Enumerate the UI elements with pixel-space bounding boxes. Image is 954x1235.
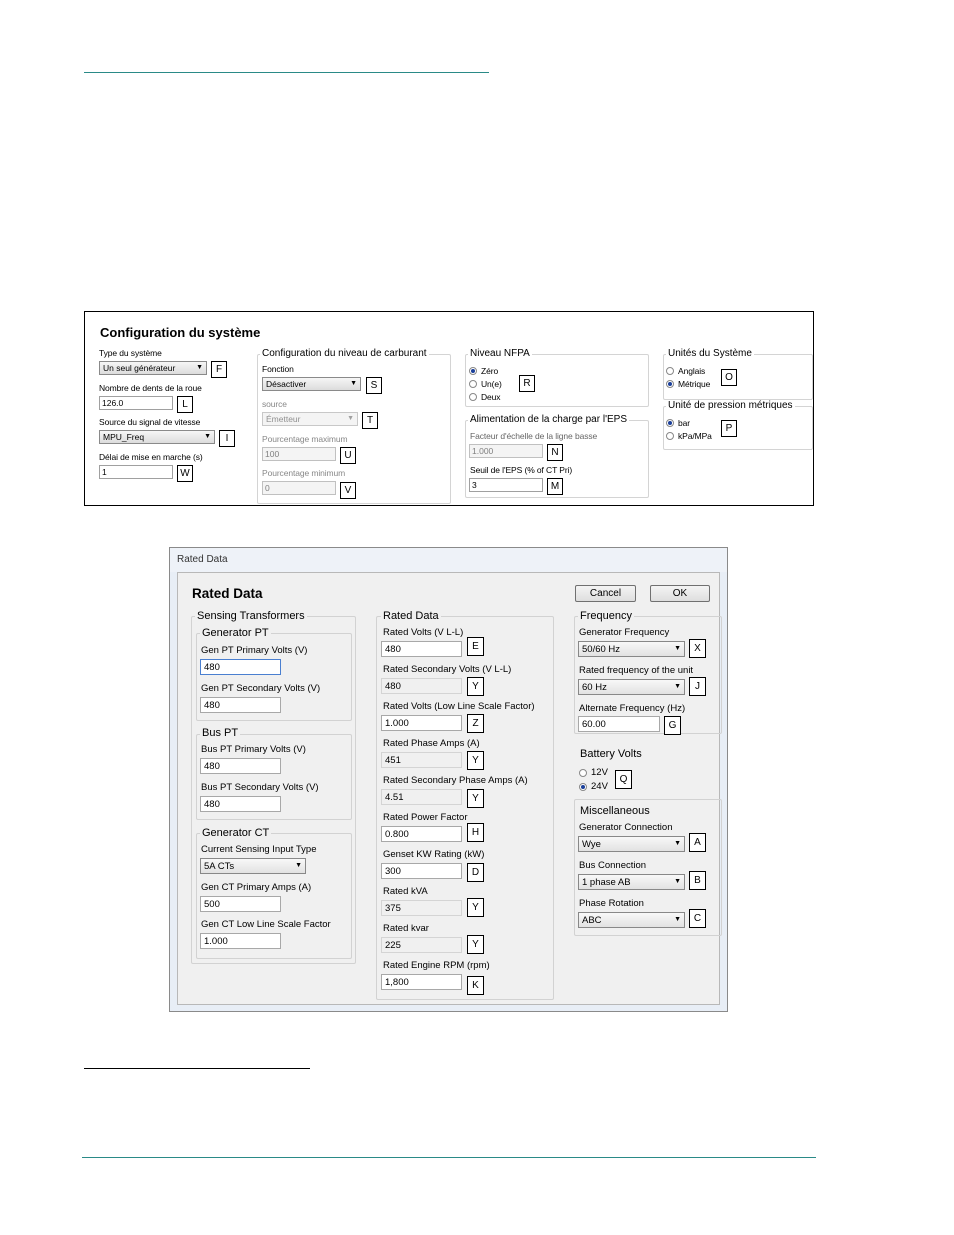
bus-pt-title: Bus PT bbox=[202, 727, 239, 739]
alt-freq-label: Alternate Frequency (Hz) bbox=[579, 703, 686, 714]
footnote-rule bbox=[84, 1068, 310, 1069]
rated-phase-amps-value: 451 bbox=[381, 752, 462, 768]
gen-conn-select[interactable] bbox=[578, 836, 685, 852]
tag-y-5: Y bbox=[467, 935, 484, 954]
window-titlebar[interactable] bbox=[170, 548, 727, 572]
pressure-group bbox=[663, 406, 813, 450]
tag-o: O bbox=[721, 369, 737, 386]
rated-volts-input[interactable]: 480 bbox=[381, 641, 462, 657]
battery-12v-radio[interactable] bbox=[579, 769, 587, 777]
nfpa-one-radio[interactable] bbox=[469, 380, 477, 388]
chevron-down-icon: ▼ bbox=[204, 433, 211, 440]
tag-h: H bbox=[467, 823, 484, 842]
tag-y-1: Y bbox=[467, 677, 484, 696]
nfpa-one-label: Un(e) bbox=[481, 379, 502, 389]
ct-low-line-label: Gen CT Low Line Scale Factor bbox=[201, 919, 331, 930]
rated-kva-label: Rated kVA bbox=[383, 886, 428, 897]
battery-12v-label: 12V bbox=[591, 767, 608, 778]
ok-button[interactable]: OK bbox=[650, 585, 710, 602]
unit-freq-value: 60 Hz bbox=[582, 682, 607, 693]
rated-rpm-input[interactable]: 1,800 bbox=[381, 974, 462, 990]
tag-y-3: Y bbox=[467, 789, 484, 808]
rated-data-window bbox=[169, 547, 728, 1012]
chevron-down-icon: ▼ bbox=[350, 380, 357, 387]
phase-rot-label: Phase Rotation bbox=[579, 898, 644, 909]
startup-delay-label: Délai de mise en marche (s) bbox=[99, 452, 203, 462]
gen-freq-label: Generator Frequency bbox=[579, 627, 670, 638]
tag-f: F bbox=[211, 361, 227, 378]
pressure-bar-radio[interactable] bbox=[666, 419, 674, 427]
tag-c: C bbox=[689, 909, 706, 928]
chevron-down-icon: ▼ bbox=[347, 415, 354, 422]
frequency-title: Frequency bbox=[580, 610, 632, 622]
rated-kvar-value: 225 bbox=[381, 937, 462, 953]
tag-t: T bbox=[362, 412, 378, 429]
gen-freq-select[interactable] bbox=[578, 641, 685, 657]
pressure-group-title: Unité de pression métriques bbox=[668, 400, 793, 411]
source-value: Émetteur bbox=[266, 414, 301, 424]
header-rule bbox=[84, 72, 489, 73]
window-title: Rated Data bbox=[177, 554, 228, 565]
ct-input-type-select[interactable] bbox=[200, 858, 306, 874]
phase-rot-select[interactable] bbox=[578, 912, 685, 928]
system-type-select[interactable] bbox=[99, 361, 207, 375]
pressure-kpa-label: kPa/MPa bbox=[678, 431, 712, 441]
speed-source-value: MPU_Freq bbox=[103, 432, 145, 442]
speed-source-select[interactable] bbox=[99, 430, 215, 444]
genset-kw-input[interactable]: 300 bbox=[381, 863, 462, 879]
ct-input-type-label: Current Sensing Input Type bbox=[201, 844, 317, 855]
gen-conn-value: Wye bbox=[582, 839, 601, 850]
system-type-label: Type du système bbox=[99, 348, 162, 358]
startup-delay-input[interactable]: 1 bbox=[99, 465, 173, 479]
min-percent-label: Pourcentage minimum bbox=[262, 468, 346, 478]
alt-freq-input[interactable]: 60.00 bbox=[578, 716, 660, 732]
tag-k: K bbox=[467, 976, 484, 995]
units-metric-label: Métrique bbox=[678, 379, 711, 389]
tag-j: J bbox=[689, 677, 706, 696]
rated-phase-amps-label: Rated Phase Amps (A) bbox=[383, 738, 480, 749]
tag-y-4: Y bbox=[467, 898, 484, 917]
tag-v: V bbox=[340, 482, 356, 499]
teeth-label: Nombre de dents de la roue bbox=[99, 383, 202, 393]
tag-e: E bbox=[467, 637, 484, 656]
bus-pt-secondary-input[interactable]: 480 bbox=[200, 796, 281, 812]
tag-s: S bbox=[366, 377, 382, 394]
rated-sec-volts-label: Rated Secondary Volts (V L-L) bbox=[383, 664, 512, 675]
genset-kw-label: Genset KW Rating (kW) bbox=[383, 849, 485, 860]
tag-b: B bbox=[689, 871, 706, 890]
low-line-input[interactable]: 1.000 bbox=[469, 444, 543, 458]
ct-low-line-input[interactable]: 1.000 bbox=[200, 933, 281, 949]
system-type-value: Un seul générateur bbox=[103, 363, 176, 373]
nfpa-zero-radio[interactable] bbox=[469, 367, 477, 375]
rated-volts-llsf-input[interactable]: 1.000 bbox=[381, 715, 462, 731]
bus-conn-select[interactable] bbox=[578, 874, 685, 890]
units-group bbox=[663, 354, 813, 400]
bus-pt-primary-label: Bus PT Primary Volts (V) bbox=[201, 744, 306, 755]
panel-title: Configuration du système bbox=[100, 325, 261, 340]
function-label: Fonction bbox=[262, 364, 294, 374]
gen-pt-secondary-input[interactable]: 480 bbox=[200, 697, 281, 713]
gen-ct-title: Generator CT bbox=[202, 827, 270, 839]
units-english-label: Anglais bbox=[678, 366, 706, 376]
bus-conn-label: Bus Connection bbox=[579, 860, 647, 871]
source-select[interactable] bbox=[262, 412, 358, 426]
misc-title: Miscellaneous bbox=[580, 805, 650, 817]
low-line-label: Facteur d'échelle de la ligne basse bbox=[470, 431, 598, 441]
ct-primary-input[interactable]: 500 bbox=[200, 896, 281, 912]
rated-sec-phase-amps-value: 4.51 bbox=[381, 789, 462, 805]
min-percent-input[interactable]: 0 bbox=[262, 481, 336, 495]
dialog-client-area bbox=[177, 572, 720, 1005]
units-group-title: Unités du Système bbox=[668, 348, 752, 359]
cancel-button[interactable]: Cancel bbox=[575, 585, 636, 602]
rated-volts-llsf-label: Rated Volts (Low Line Scale Factor) bbox=[383, 701, 535, 712]
pressure-bar-label: bar bbox=[678, 418, 690, 428]
rated-kva-value: 375 bbox=[381, 900, 462, 916]
gen-pt-title: Generator PT bbox=[202, 627, 269, 639]
gen-pt-secondary-label: Gen PT Secondary Volts (V) bbox=[201, 683, 321, 694]
tag-x: X bbox=[689, 639, 706, 658]
tag-y-2: Y bbox=[467, 751, 484, 770]
rated-rpm-label: Rated Engine RPM (rpm) bbox=[383, 960, 490, 971]
chevron-down-icon: ▼ bbox=[196, 364, 203, 371]
chevron-down-icon: ▼ bbox=[674, 840, 681, 847]
tag-a: A bbox=[689, 833, 706, 852]
rated-kvar-label: Rated kvar bbox=[383, 923, 429, 934]
gen-conn-label: Generator Connection bbox=[579, 822, 673, 833]
tag-i: I bbox=[219, 430, 235, 447]
tag-w: W bbox=[177, 465, 193, 482]
tag-d: D bbox=[467, 863, 484, 882]
teeth-input[interactable]: 126.0 bbox=[99, 396, 173, 410]
tag-q: Q bbox=[615, 770, 632, 789]
unit-freq-label: Rated frequency of the unit bbox=[579, 665, 694, 676]
battery-title: Battery Volts bbox=[580, 748, 642, 760]
rated-sec-phase-amps-label: Rated Secondary Phase Amps (A) bbox=[383, 775, 528, 786]
chevron-down-icon: ▼ bbox=[674, 916, 681, 923]
tag-p: P bbox=[721, 420, 737, 437]
tag-u: U bbox=[340, 447, 356, 464]
rated-sec-volts-value: 480 bbox=[381, 678, 462, 694]
gen-freq-value: 50/60 Hz bbox=[582, 644, 621, 655]
chevron-down-icon: ▼ bbox=[674, 645, 681, 652]
nfpa-two-radio[interactable] bbox=[469, 393, 477, 401]
battery-24v-label: 24V bbox=[591, 781, 608, 792]
gen-pt-primary-label: Gen PT Primary Volts (V) bbox=[201, 645, 308, 656]
chevron-down-icon: ▼ bbox=[674, 878, 681, 885]
phase-rot-value: ABC bbox=[582, 915, 602, 926]
chevron-down-icon: ▼ bbox=[295, 862, 302, 869]
bus-pt-primary-input[interactable]: 480 bbox=[200, 758, 281, 774]
nfpa-two-label: Deux bbox=[481, 392, 501, 402]
bus-pt-secondary-label: Bus PT Secondary Volts (V) bbox=[201, 782, 319, 793]
tag-m: M bbox=[547, 478, 563, 495]
rated-pf-input[interactable]: 0.800 bbox=[381, 826, 462, 842]
system-configuration-panel bbox=[84, 311, 814, 506]
max-percent-input[interactable]: 100 bbox=[262, 447, 336, 461]
units-english-radio[interactable] bbox=[666, 367, 674, 375]
fuel-group-title: Configuration du niveau de carburant bbox=[262, 348, 427, 359]
ct-input-type-value: 5A CTs bbox=[204, 861, 235, 872]
tag-g: G bbox=[664, 716, 681, 735]
units-metric-radio[interactable] bbox=[666, 380, 674, 388]
nfpa-group-title: Niveau NFPA bbox=[470, 348, 530, 359]
max-percent-label: Pourcentage maximum bbox=[262, 434, 348, 444]
footer-rule bbox=[82, 1157, 816, 1158]
ct-primary-label: Gen CT Primary Amps (A) bbox=[201, 882, 312, 893]
battery-24v-radio[interactable] bbox=[579, 783, 587, 791]
source-label: source bbox=[262, 399, 287, 409]
eps-group-title: Alimentation de la charge par l'EPS bbox=[470, 414, 627, 425]
speed-source-label: Source du signal de vitesse bbox=[99, 417, 201, 427]
bus-conn-value: 1 phase AB bbox=[582, 877, 631, 888]
tag-r: R bbox=[519, 375, 535, 392]
tag-l: L bbox=[177, 396, 193, 413]
function-select[interactable] bbox=[262, 377, 361, 391]
unit-freq-select[interactable] bbox=[578, 679, 685, 695]
rated-title: Rated Data bbox=[383, 610, 439, 622]
eps-threshold-label: Seuil de l'EPS (% of CT Pri) bbox=[470, 465, 573, 475]
eps-threshold-input[interactable]: 3 bbox=[469, 478, 543, 492]
rated-volts-label: Rated Volts (V L-L) bbox=[383, 627, 464, 638]
sensing-title: Sensing Transformers bbox=[197, 610, 305, 622]
nfpa-zero-label: Zéro bbox=[481, 366, 499, 376]
pressure-kpa-radio[interactable] bbox=[666, 432, 674, 440]
rated-pf-label: Rated Power Factor bbox=[383, 812, 468, 823]
function-value: Désactiver bbox=[266, 379, 307, 389]
gen-pt-primary-input[interactable]: 480 bbox=[200, 659, 281, 675]
tag-z: Z bbox=[467, 714, 484, 733]
chevron-down-icon: ▼ bbox=[674, 683, 681, 690]
tag-n: N bbox=[547, 444, 563, 461]
dialog-heading: Rated Data bbox=[192, 586, 263, 601]
